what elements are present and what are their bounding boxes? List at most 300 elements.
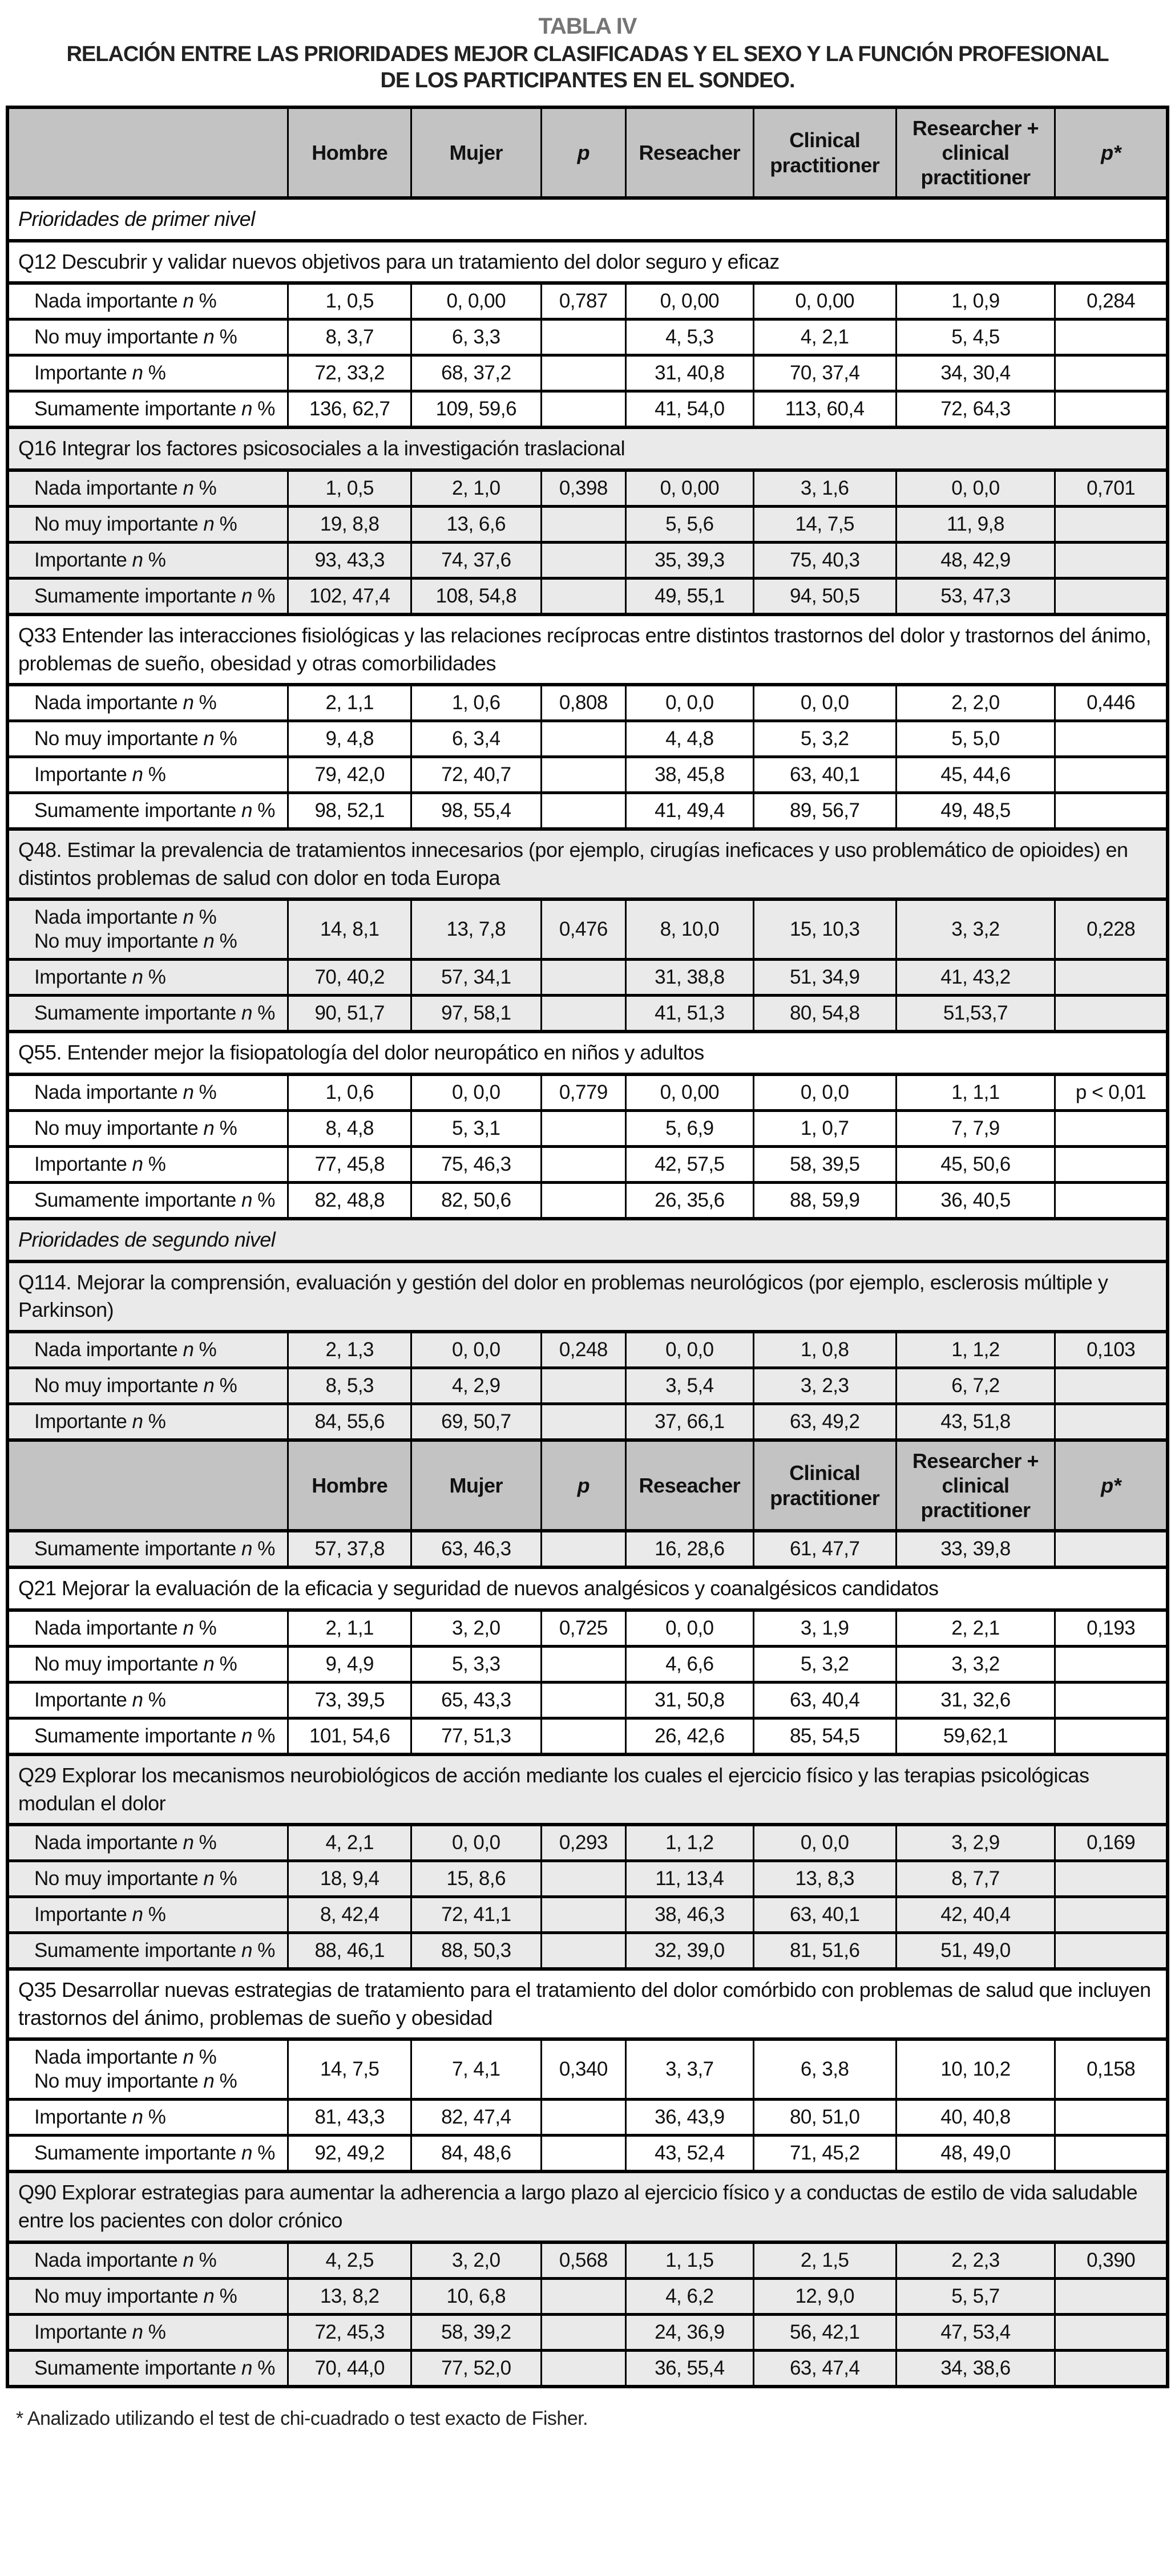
value-cell: 26, 35,6 <box>626 1183 754 1219</box>
value-cell: 1, 0,7 <box>753 1111 896 1147</box>
value-cell <box>541 2350 625 2387</box>
data-row <box>7 1111 1168 1147</box>
value-cell: 0,169 <box>1055 1825 1168 1861</box>
value-cell: 3, 3,2 <box>896 1646 1055 1682</box>
value-cell: 11, 9,8 <box>896 507 1055 543</box>
row-label: Nada importante n % <box>7 1825 288 1861</box>
row-label: No muy importante n % <box>7 2278 288 2314</box>
value-cell: 18, 9,4 <box>288 1861 411 1897</box>
value-cell: 3, 2,9 <box>896 1825 1055 1861</box>
row-label: No muy importante n % <box>7 721 288 757</box>
value-cell: 6, 3,4 <box>411 721 541 757</box>
data-row <box>7 2136 1168 2172</box>
table-subtitle-line1: RELACIÓN ENTRE LAS PRIORIDADES MEJOR CLASIFICADAS Y EL SEXO Y LA FUNCIÓN PROFESIONAL <box>66 42 1109 66</box>
value-cell: 11, 13,4 <box>626 1861 754 1897</box>
value-cell: 61, 47,7 <box>753 1531 896 1567</box>
value-cell: 8, 3,7 <box>288 320 411 355</box>
value-cell: 88, 59,9 <box>753 1183 896 1219</box>
value-cell: 5, 5,7 <box>896 2278 1055 2314</box>
data-row <box>7 543 1168 579</box>
value-cell: 10, 6,8 <box>411 2278 541 2314</box>
value-cell <box>1055 1897 1168 1933</box>
value-cell <box>1055 507 1168 543</box>
value-cell: 0, 0,0 <box>753 1825 896 1861</box>
value-cell: 84, 55,6 <box>288 1404 411 1440</box>
value-cell <box>1055 320 1168 355</box>
value-cell: 2, 2,0 <box>896 685 1055 721</box>
value-cell: 0,248 <box>541 1332 625 1368</box>
value-cell <box>1055 2350 1168 2387</box>
value-cell: 0,193 <box>1055 1610 1168 1647</box>
value-cell <box>1055 2136 1168 2172</box>
value-cell: 71, 45,2 <box>753 2136 896 2172</box>
value-cell <box>1055 1147 1168 1183</box>
value-cell: 14, 7,5 <box>288 2039 411 2100</box>
value-cell: 51, 34,9 <box>753 960 896 996</box>
value-cell <box>1055 1933 1168 1970</box>
value-cell: 0, 0,00 <box>753 283 896 320</box>
value-cell: 38, 46,3 <box>626 1897 754 1933</box>
value-cell: 75, 40,3 <box>753 543 896 579</box>
value-cell: 63, 40,1 <box>753 757 896 793</box>
value-cell: 2, 1,3 <box>288 1332 411 1368</box>
value-cell: 45, 50,6 <box>896 1147 1055 1183</box>
value-cell: 4, 2,1 <box>288 1825 411 1861</box>
row-label: Nada importante n % <box>7 685 288 721</box>
row-label: Sumamente importante n % <box>7 579 288 615</box>
row-label: Sumamente importante n % <box>7 1718 288 1754</box>
data-row <box>7 2039 1168 2100</box>
value-cell <box>1055 1861 1168 1897</box>
column-header-reseacher: Reseacher <box>626 1440 754 1531</box>
value-cell: 41, 51,3 <box>626 996 754 1032</box>
column-header-empty <box>7 107 288 199</box>
value-cell: 4, 6,6 <box>626 1646 754 1682</box>
value-cell: 47, 53,4 <box>896 2314 1055 2350</box>
row-label: Sumamente importante n % <box>7 1183 288 1219</box>
column-header-researcher-clinical-practitioner: Researcher + clinical practitioner <box>896 107 1055 199</box>
value-cell: 74, 37,6 <box>411 543 541 579</box>
value-cell: 4, 2,1 <box>753 320 896 355</box>
data-row <box>7 1933 1168 1970</box>
value-cell: 45, 44,6 <box>896 757 1055 793</box>
row-label: Sumamente importante n % <box>7 793 288 830</box>
value-cell: 34, 38,6 <box>896 2350 1055 2387</box>
value-cell: 31, 40,8 <box>626 355 754 391</box>
column-header-mujer: Mujer <box>411 107 541 199</box>
value-cell: 80, 51,0 <box>753 2100 896 2136</box>
value-cell: 79, 42,0 <box>288 757 411 793</box>
value-cell: 2, 1,1 <box>288 1610 411 1647</box>
column-header-clinical-practitioner: Clinical practitioner <box>753 107 896 199</box>
value-cell: 3, 5,4 <box>626 1368 754 1404</box>
section-text: Prioridades de segundo nivel <box>7 1219 1168 1261</box>
row-label: Sumamente importante n % <box>7 996 288 1032</box>
value-cell: 98, 52,1 <box>288 793 411 830</box>
row-label: No muy importante n % <box>7 1368 288 1404</box>
row-label: Nada importante n % <box>7 1332 288 1368</box>
column-header-hombre: Hombre <box>288 1440 411 1531</box>
value-cell <box>1055 2314 1168 2350</box>
value-cell: 19, 8,8 <box>288 507 411 543</box>
value-cell: 0, 0,0 <box>626 1610 754 1647</box>
value-cell: 77, 45,8 <box>288 1147 411 1183</box>
question-row <box>7 614 1168 685</box>
value-cell: 15, 10,3 <box>753 899 896 960</box>
value-cell <box>1055 355 1168 391</box>
table-subtitle-line2: DE LOS PARTICIPANTES EN EL SONDEO. <box>380 68 795 93</box>
value-cell <box>1055 721 1168 757</box>
value-cell: 63, 49,2 <box>753 1404 896 1440</box>
value-cell: 8, 5,3 <box>288 1368 411 1404</box>
value-cell: 3, 1,6 <box>753 470 896 507</box>
value-cell: 101, 54,6 <box>288 1718 411 1754</box>
value-cell: 13, 7,8 <box>411 899 541 960</box>
value-cell: 48, 42,9 <box>896 543 1055 579</box>
value-cell: 2, 1,1 <box>288 685 411 721</box>
value-cell: 0,779 <box>541 1074 625 1111</box>
value-cell: 4, 4,8 <box>626 721 754 757</box>
data-row <box>7 2242 1168 2279</box>
value-cell: 14, 8,1 <box>288 899 411 960</box>
column-header-p: p* <box>1055 1440 1168 1531</box>
value-cell: 5, 3,2 <box>753 1646 896 1682</box>
value-cell <box>541 2136 625 2172</box>
value-cell: 4, 6,2 <box>626 2278 754 2314</box>
value-cell <box>541 793 625 830</box>
value-cell <box>1055 1531 1168 1567</box>
row-label: Sumamente importante n % <box>7 1531 288 1567</box>
value-cell: 0,390 <box>1055 2242 1168 2279</box>
value-cell: 136, 62,7 <box>288 391 411 428</box>
value-cell: 5, 5,6 <box>626 507 754 543</box>
value-cell <box>541 996 625 1032</box>
value-cell <box>1055 2278 1168 2314</box>
column-header-clinical-practitioner: Clinical practitioner <box>753 1440 896 1531</box>
data-row <box>7 1531 1168 1567</box>
value-cell: 12, 9,0 <box>753 2278 896 2314</box>
value-cell: 6, 7,2 <box>896 1368 1055 1404</box>
value-cell: 2, 1,5 <box>753 2242 896 2279</box>
value-cell: 43, 51,8 <box>896 1404 1055 1440</box>
value-cell: 88, 50,3 <box>411 1933 541 1970</box>
value-cell: 8, 10,0 <box>626 899 754 960</box>
value-cell <box>1055 391 1168 428</box>
value-cell <box>541 355 625 391</box>
data-row <box>7 1646 1168 1682</box>
value-cell: 63, 47,4 <box>753 2350 896 2387</box>
value-cell: 8, 4,8 <box>288 1111 411 1147</box>
value-cell: 0,701 <box>1055 470 1168 507</box>
value-cell: 0, 0,0 <box>411 1825 541 1861</box>
data-row <box>7 1074 1168 1111</box>
value-cell: 16, 28,6 <box>626 1531 754 1567</box>
row-label: Importante n % <box>7 1404 288 1440</box>
value-cell: 68, 37,2 <box>411 355 541 391</box>
value-cell: 108, 54,8 <box>411 579 541 615</box>
value-cell: 0, 0,0 <box>411 1074 541 1111</box>
value-cell <box>541 757 625 793</box>
value-cell <box>541 1183 625 1219</box>
question-row <box>7 829 1168 899</box>
value-cell: 31, 38,8 <box>626 960 754 996</box>
value-cell: 93, 43,3 <box>288 543 411 579</box>
value-cell: 109, 59,6 <box>411 391 541 428</box>
value-cell: 58, 39,2 <box>411 2314 541 2350</box>
row-label: Importante n % <box>7 960 288 996</box>
value-cell: 8, 7,7 <box>896 1861 1055 1897</box>
value-cell: 3, 3,2 <box>896 899 1055 960</box>
row-label: Importante n % <box>7 543 288 579</box>
data-row <box>7 1610 1168 1647</box>
value-cell: 10, 10,2 <box>896 2039 1055 2100</box>
value-cell: 15, 8,6 <box>411 1861 541 1897</box>
value-cell: 13, 8,3 <box>753 1861 896 1897</box>
question-text: Q114. Mejorar la comprensión, evaluación y gestión del dolor en problemas neurológicos (por ejemplo, esclerosis múltiple y Parkinson) <box>7 1261 1168 1332</box>
value-cell: 49, 55,1 <box>626 579 754 615</box>
row-label: Nada importante n % <box>7 2242 288 2279</box>
value-cell: 3, 1,9 <box>753 1610 896 1647</box>
value-cell: 31, 50,8 <box>626 1682 754 1718</box>
value-cell <box>541 1718 625 1754</box>
value-cell: 97, 58,1 <box>411 996 541 1032</box>
question-row <box>7 1261 1168 1332</box>
value-cell: 35, 39,3 <box>626 543 754 579</box>
value-cell <box>1055 1682 1168 1718</box>
value-cell: 69, 50,7 <box>411 1404 541 1440</box>
value-cell <box>541 1682 625 1718</box>
value-cell: 0, 0,0 <box>626 685 754 721</box>
value-cell: 72, 40,7 <box>411 757 541 793</box>
value-cell: 63, 40,4 <box>753 1682 896 1718</box>
value-cell <box>541 2278 625 2314</box>
data-row <box>7 507 1168 543</box>
value-cell: 0, 0,00 <box>626 283 754 320</box>
row-label: Importante n % <box>7 1147 288 1183</box>
data-row <box>7 2350 1168 2387</box>
value-cell: 70, 37,4 <box>753 355 896 391</box>
table-title: TABLA IV <box>538 14 637 39</box>
value-cell: 0, 0,00 <box>411 283 541 320</box>
data-row <box>7 685 1168 721</box>
value-cell: 7, 7,9 <box>896 1111 1055 1147</box>
value-cell: 14, 7,5 <box>753 507 896 543</box>
data-row <box>7 1682 1168 1718</box>
value-cell <box>541 1861 625 1897</box>
value-cell: 3, 3,7 <box>626 2039 754 2100</box>
value-cell: 0,340 <box>541 2039 625 2100</box>
column-header-reseacher: Reseacher <box>626 107 754 199</box>
row-label: Importante n % <box>7 355 288 391</box>
header-row <box>7 107 1168 199</box>
value-cell: 0, 0,0 <box>753 685 896 721</box>
section-row <box>7 198 1168 241</box>
value-cell: 58, 39,5 <box>753 1147 896 1183</box>
question-row <box>7 1032 1168 1074</box>
row-label: Nada importante n % No muy importante n % <box>7 2039 288 2100</box>
data-row <box>7 579 1168 615</box>
column-header-empty <box>7 1440 288 1531</box>
row-label: Nada importante n % <box>7 283 288 320</box>
value-cell <box>541 1111 625 1147</box>
value-cell: 94, 50,5 <box>753 579 896 615</box>
value-cell: 53, 47,3 <box>896 579 1055 615</box>
value-cell: 41, 43,2 <box>896 960 1055 996</box>
value-cell: 48, 49,0 <box>896 2136 1055 2172</box>
value-cell: 6, 3,8 <box>753 2039 896 2100</box>
value-cell: 51,53,7 <box>896 996 1055 1032</box>
data-row <box>7 1404 1168 1440</box>
value-cell <box>1055 757 1168 793</box>
data-row <box>7 283 1168 320</box>
value-cell: 38, 45,8 <box>626 757 754 793</box>
value-cell: 36, 43,9 <box>626 2100 754 2136</box>
value-cell: 4, 5,3 <box>626 320 754 355</box>
value-cell <box>541 391 625 428</box>
data-row <box>7 355 1168 391</box>
row-label: No muy importante n % <box>7 1111 288 1147</box>
value-cell: 37, 66,1 <box>626 1404 754 1440</box>
value-cell <box>541 1147 625 1183</box>
column-header-p: p <box>541 1440 625 1531</box>
value-cell <box>541 2314 625 2350</box>
value-cell: 41, 49,4 <box>626 793 754 830</box>
value-cell: 41, 54,0 <box>626 391 754 428</box>
value-cell <box>1055 1404 1168 1440</box>
question-row <box>7 241 1168 284</box>
row-label: No muy importante n % <box>7 1861 288 1897</box>
priorities-table-body <box>7 107 1168 2387</box>
value-cell <box>1055 1718 1168 1754</box>
data-row <box>7 1861 1168 1897</box>
value-cell <box>1055 793 1168 830</box>
value-cell <box>541 1897 625 1933</box>
question-row <box>7 1567 1168 1610</box>
value-cell: 33, 39,8 <box>896 1531 1055 1567</box>
value-cell: 1, 0,6 <box>411 685 541 721</box>
value-cell: 5, 3,3 <box>411 1646 541 1682</box>
value-cell: 57, 37,8 <box>288 1531 411 1567</box>
value-cell: 9, 4,8 <box>288 721 411 757</box>
value-cell: 1, 1,5 <box>626 2242 754 2279</box>
question-text: Q29 Explorar los mecanismos neurobiológicos de acción mediante los cuales el ejercicio físico y las terapias psicológicas modulan el dolor <box>7 1754 1168 1825</box>
value-cell: 2, 2,1 <box>896 1610 1055 1647</box>
value-cell: 24, 36,9 <box>626 2314 754 2350</box>
value-cell: 0,293 <box>541 1825 625 1861</box>
value-cell: 82, 50,6 <box>411 1183 541 1219</box>
value-cell: 0,103 <box>1055 1332 1168 1368</box>
value-cell: 0,476 <box>541 899 625 960</box>
data-row <box>7 1147 1168 1183</box>
question-text: Q33 Entender las interacciones fisiológicas y las relaciones recíprocas entre distintos trastornos del dolor y trastornos del ánimo, problemas de sueño, obesidad y otras comorbilidades <box>7 614 1168 685</box>
value-cell: 59,62,1 <box>896 1718 1055 1754</box>
row-label: Importante n % <box>7 1682 288 1718</box>
value-cell: 0, 0,00 <box>626 470 754 507</box>
value-cell <box>541 1531 625 1567</box>
value-cell: 36, 55,4 <box>626 2350 754 2387</box>
value-cell: 1, 0,6 <box>288 1074 411 1111</box>
value-cell: 42, 40,4 <box>896 1897 1055 1933</box>
value-cell <box>1055 960 1168 996</box>
value-cell: 92, 49,2 <box>288 2136 411 2172</box>
value-cell: 7, 4,1 <box>411 2039 541 2100</box>
value-cell: 4, 2,9 <box>411 1368 541 1404</box>
value-cell: 0,808 <box>541 685 625 721</box>
value-cell: 73, 39,5 <box>288 1682 411 1718</box>
value-cell: 70, 44,0 <box>288 2350 411 2387</box>
value-cell: 85, 54,5 <box>753 1718 896 1754</box>
value-cell: 77, 52,0 <box>411 2350 541 2387</box>
value-cell: 3, 2,3 <box>753 1368 896 1404</box>
value-cell <box>541 579 625 615</box>
question-text: Q35 Desarrollar nuevas estrategias de tratamiento para el tratamiento del dolor comórbido con problemas de salud que incluyen trastornos del ánimo, problemas de sueño y obesidad <box>7 1969 1168 2039</box>
data-row <box>7 2278 1168 2314</box>
footnote: * Analizado utilizando el test de chi-cuadrado o test exacto de Fisher. <box>16 2407 588 2429</box>
value-cell: 0,228 <box>1055 899 1168 960</box>
value-cell: 40, 40,8 <box>896 2100 1055 2136</box>
data-row <box>7 1897 1168 1933</box>
column-header-mujer: Mujer <box>411 1440 541 1531</box>
value-cell <box>541 1646 625 1682</box>
value-cell: 51, 49,0 <box>896 1933 1055 1970</box>
row-label: Importante n % <box>7 2314 288 2350</box>
value-cell <box>1055 1368 1168 1404</box>
question-text: Q12 Descubrir y validar nuevos objetivos para un tratamiento del dolor seguro y eficaz <box>7 241 1168 284</box>
value-cell <box>1055 1111 1168 1147</box>
value-cell: 2, 2,3 <box>896 2242 1055 2279</box>
data-row <box>7 960 1168 996</box>
column-header-researcher-clinical-practitioner: Researcher + clinical practitioner <box>896 1440 1055 1531</box>
value-cell: 113, 60,4 <box>753 391 896 428</box>
value-cell: 82, 48,8 <box>288 1183 411 1219</box>
value-cell: 1, 0,8 <box>753 1332 896 1368</box>
value-cell: 80, 54,8 <box>753 996 896 1032</box>
value-cell: 3, 2,0 <box>411 2242 541 2279</box>
question-row <box>7 1754 1168 1825</box>
value-cell: 0,568 <box>541 2242 625 2279</box>
section-row <box>7 1219 1168 1261</box>
value-cell: 0,446 <box>1055 685 1168 721</box>
header-row <box>7 1440 1168 1531</box>
value-cell: 5, 6,9 <box>626 1111 754 1147</box>
value-cell: p < 0,01 <box>1055 1074 1168 1111</box>
value-cell <box>541 721 625 757</box>
value-cell: 0,284 <box>1055 283 1168 320</box>
data-row <box>7 391 1168 428</box>
row-label: Sumamente importante n % <box>7 391 288 428</box>
column-header-p: p* <box>1055 107 1168 199</box>
data-row <box>7 793 1168 830</box>
value-cell <box>541 543 625 579</box>
value-cell: 5, 3,1 <box>411 1111 541 1147</box>
value-cell: 43, 52,4 <box>626 2136 754 2172</box>
value-cell: 89, 56,7 <box>753 793 896 830</box>
row-label: Importante n % <box>7 2100 288 2136</box>
value-cell: 0,725 <box>541 1610 625 1647</box>
value-cell: 5, 4,5 <box>896 320 1055 355</box>
value-cell: 9, 4,9 <box>288 1646 411 1682</box>
value-cell <box>1055 1646 1168 1682</box>
value-cell <box>541 507 625 543</box>
value-cell: 70, 40,2 <box>288 960 411 996</box>
row-label: Nada importante n % <box>7 1074 288 1111</box>
value-cell: 1, 1,2 <box>896 1332 1055 1368</box>
value-cell: 1, 0,9 <box>896 283 1055 320</box>
row-label: Sumamente importante n % <box>7 1933 288 1970</box>
question-row <box>7 2171 1168 2242</box>
value-cell: 75, 46,3 <box>411 1147 541 1183</box>
data-row <box>7 899 1168 960</box>
